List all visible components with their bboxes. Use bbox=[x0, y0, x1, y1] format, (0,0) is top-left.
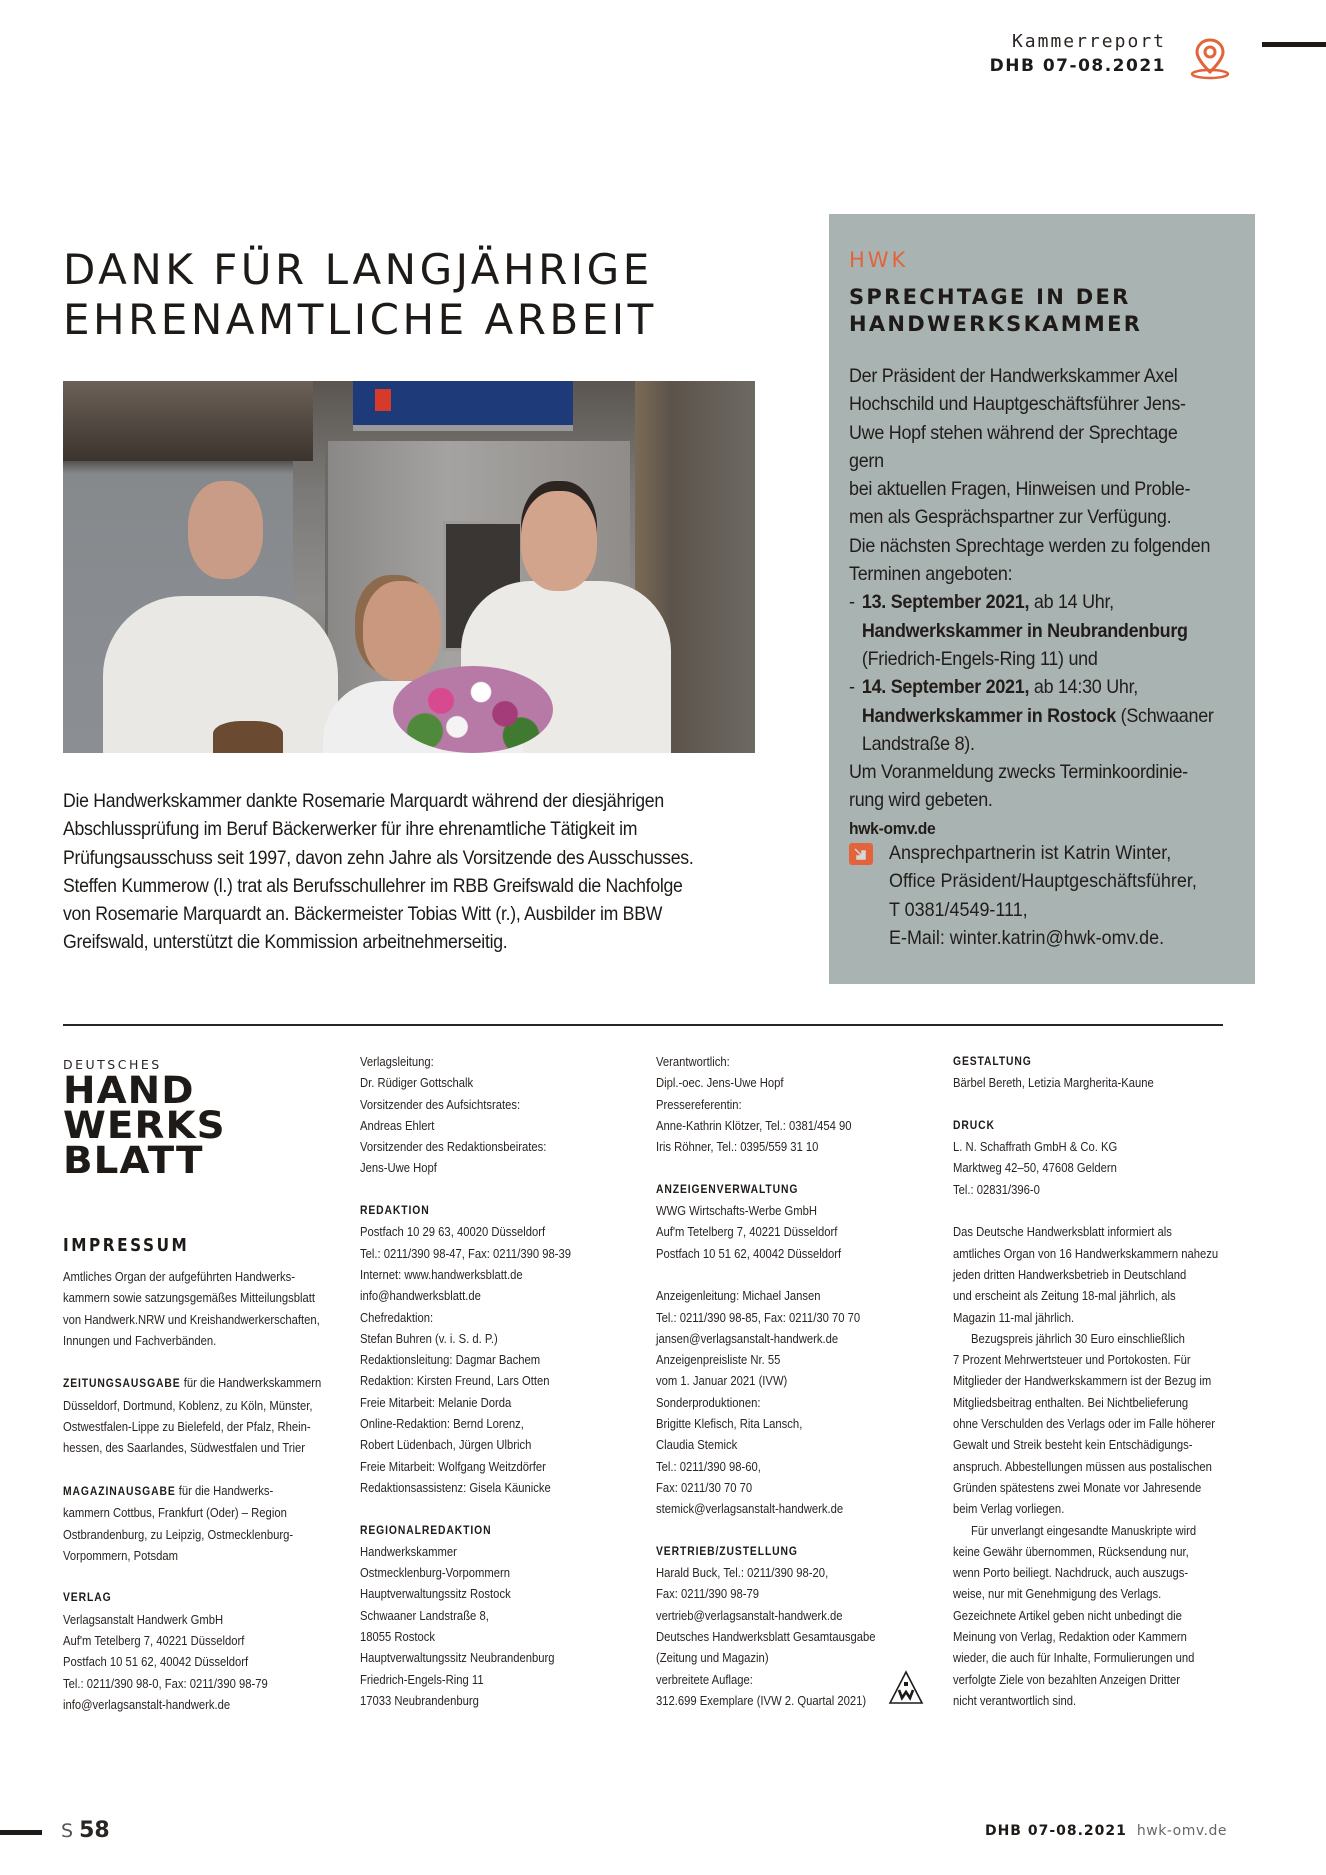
date-entry-1 bbox=[849, 588, 1217, 616]
impressum-line: Postfach 10 29 63, 40020 Düsseldorf bbox=[360, 1225, 546, 1240]
time-1: ab 14 Uhr, bbox=[1029, 591, 1114, 614]
impressum-line: Hauptverwaltungssitz Neubrandenburg bbox=[360, 1651, 555, 1666]
impressum-line: Anzeigenleitung: Michael Jansen bbox=[656, 1289, 821, 1304]
address-1: (Friedrich-Engels-Ring 11) und bbox=[861, 647, 1098, 670]
impressum-line: Vorsitzender des Redaktionsbeirates: bbox=[360, 1140, 547, 1155]
impressum-line: Handwerkskammer bbox=[360, 1544, 457, 1559]
impressum-line: Fax: 0211/390 98-79 bbox=[656, 1587, 759, 1602]
stemick-email-link[interactable]: stemick@verlagsanstalt-handwerk.de bbox=[656, 1502, 844, 1517]
impressum-line: Tel.: 0211/390 98-0, Fax: 0211/390 98-79 bbox=[63, 1676, 268, 1691]
verlag-heading: VERLAG bbox=[63, 1592, 112, 1605]
sidebar-line: Terminen angeboten: bbox=[849, 563, 1013, 586]
impressum-line: Pressereferentin: bbox=[656, 1097, 742, 1112]
sidebar-line: bei aktuellen Fragen, Hinweisen und Proble- bbox=[849, 478, 1191, 501]
arrow-right-down-icon bbox=[849, 843, 873, 865]
date-entry-2 bbox=[849, 673, 1217, 701]
impressum-line: kammern sowie satzungsgemäßes Mitteilungsblatt bbox=[63, 1291, 315, 1306]
impressum-column-2 bbox=[360, 1052, 571, 1712]
impressum-line: verbreitete Auflage: bbox=[656, 1672, 753, 1687]
impressum-line: Sonderproduktionen: bbox=[656, 1395, 761, 1410]
article-photo bbox=[63, 381, 755, 753]
photo-person-left-head bbox=[188, 481, 263, 579]
impressum-line: Deutsches Handwerksblatt Gesamtausgabe bbox=[656, 1630, 876, 1645]
impressum-line: Verantwortlich: bbox=[656, 1055, 730, 1069]
impressum-line: kammern Cottbus, Frankfurt (Oder) – Region bbox=[63, 1506, 287, 1521]
impressum-line: WWG Wirtschafts-Werbe GmbH bbox=[656, 1204, 818, 1219]
sidebar-line: Um Voranmeldung zwecks Terminkoordinie- bbox=[849, 761, 1188, 784]
impressum-line: Online-Redaktion: Bernd Lorenz, bbox=[360, 1417, 524, 1432]
impressum-line: Redaktionsassistenz: Gisela Käunicke bbox=[360, 1480, 551, 1495]
impressum-line: Verlagsanstalt Handwerk GmbH bbox=[63, 1612, 224, 1627]
photo-display bbox=[375, 389, 391, 411]
impressum-line: hessen, des Saarlandes, Südwestfalen und Trier bbox=[63, 1441, 306, 1456]
impressum-line: Mitgliedsbeitrag enthalten. Bei Nichtbelieferung bbox=[953, 1395, 1189, 1410]
impressum-line: wieder, die auch für Inhalte, Formulierungen und bbox=[953, 1651, 1195, 1666]
article-title-line-2: EHRENAMTLICHE ARBEIT bbox=[63, 295, 657, 344]
verlag-email-link[interactable]: info@verlagsanstalt-handwerk.de bbox=[63, 1697, 231, 1712]
impressum-line: (Zeitung und Magazin) bbox=[656, 1651, 769, 1666]
contact-line: Ansprechpartnerin ist Katrin Winter, bbox=[889, 842, 1172, 864]
druck-heading: DRUCK bbox=[953, 1119, 995, 1132]
impressum-line: Jens-Uwe Hopf bbox=[360, 1161, 437, 1176]
contact-line: Office Präsident/Hauptgeschäftsführer, bbox=[889, 870, 1197, 893]
impressum-line: Düsseldorf, Dortmund, Koblenz, zu Köln, Münster, bbox=[63, 1398, 313, 1413]
impressum-line: weise, nur mit Genehmigung des Verlags. bbox=[953, 1587, 1162, 1602]
impressum-line: Innungen und Fachverbänden. bbox=[63, 1333, 217, 1348]
impressum-line: Magazin 11-mal jährlich. bbox=[953, 1310, 1075, 1325]
location-pin-icon bbox=[1187, 36, 1233, 82]
impressum-line: Redaktion: Kirsten Freund, Lars Otten bbox=[360, 1374, 550, 1389]
contact-phone: T 0381/4549-111, bbox=[889, 898, 1028, 921]
impressum-line: und erscheint als Zeitung 18-mal jährlich, als bbox=[953, 1289, 1176, 1304]
caption-line: Die Handwerkskammer dankte Rosemarie Marquardt während der diesjährigen bbox=[63, 791, 664, 812]
impressum-line: nicht verantwortlich sind. bbox=[953, 1693, 1077, 1708]
impressum-line: für die Handwerks- bbox=[175, 1483, 274, 1498]
impressum-column-3 bbox=[656, 1052, 876, 1712]
caption-line: Greifswald, unterstützt die Kommission arbeitnehmerseitig. bbox=[63, 932, 508, 954]
article-title bbox=[63, 245, 657, 345]
sidebar-line: Die nächsten Sprechtage werden zu folgenden bbox=[849, 534, 1211, 557]
impressum-line: Mitglieder der Handwerkskammern ist der Bezug im bbox=[953, 1374, 1212, 1389]
impressum-line: Verlagsleitung: bbox=[360, 1055, 434, 1069]
impressum-line: Dr. Rüdiger Gottschalk bbox=[360, 1076, 474, 1091]
impressum-line: Iris Röhner, Tel.: 0395/559 31 10 bbox=[656, 1140, 819, 1155]
sidebar-line: Der Präsident der Handwerkskammer Axel bbox=[849, 365, 1178, 387]
caption-line: Steffen Kummerow (l.) trat als Berufsschullehrer im RBB Greifswald die Nachfolge bbox=[63, 875, 683, 897]
impressum-line: Tel.: 0211/390 98-47, Fax: 0211/390 98-39 bbox=[360, 1246, 571, 1261]
impressum-line: keine Gewähr übernommen, Rücksendung nur, bbox=[953, 1544, 1189, 1559]
impressum-line: 312.699 Exemplare (IVW 2. Quartal 2021) bbox=[656, 1693, 867, 1708]
section-label: Kammerreport bbox=[1011, 31, 1166, 52]
header-rule bbox=[1262, 42, 1326, 47]
page-number-value: 58 bbox=[79, 1818, 110, 1843]
impressum-line: Ostwestfalen-Lippe zu Bielefeld, der Pfalz, Rhein- bbox=[63, 1420, 311, 1435]
sidebar-box bbox=[829, 214, 1255, 984]
jansen-email-link[interactable]: jansen@verlagsanstalt-handwerk.de bbox=[656, 1331, 839, 1346]
article-title-line-1: DANK FÜR LANGJÄHRIGE bbox=[63, 245, 653, 294]
impressum-line: Tel.: 02831/396-0 bbox=[953, 1182, 1040, 1197]
caption-line: Abschlussprüfung im Beruf Bäckerwerker für ihre ehrenamtliche Tätigkeit im bbox=[63, 819, 638, 841]
impressum-column-1 bbox=[63, 1267, 321, 1716]
impressum-line: Gründen spätestens zwei Monate vor Jahresende bbox=[953, 1480, 1202, 1495]
magazin-heading: MAGAZINAUSGABE bbox=[63, 1485, 176, 1498]
place-1-name: Handwerkskammer in Neubrandenburg bbox=[861, 619, 1188, 642]
impressum-line: Redaktionsleitung: Dagmar Bachem bbox=[360, 1353, 541, 1368]
logo-line: WERKS bbox=[63, 1104, 226, 1147]
impressum-title: IMPRESSUM bbox=[63, 1235, 190, 1256]
impressum-line: Tel.: 0211/390 98-85, Fax: 0211/30 70 70 bbox=[656, 1310, 861, 1325]
impressum-line: jeden dritten Handwerksbetrieb in Deutschland bbox=[953, 1267, 1187, 1282]
photo-caption bbox=[63, 788, 714, 958]
impressum-line: Marktweg 42–50, 47608 Geldern bbox=[953, 1161, 1117, 1176]
impressum-line: verfolgte Ziele von bezahlten Anzeigen Dritter bbox=[953, 1672, 1181, 1687]
logo-line: HAND bbox=[63, 1069, 195, 1112]
caption-line: von Rosemarie Marquardt an. Bäckermeister Tobias Witt (r.), Ausbilder im BBW bbox=[63, 904, 663, 926]
sidebar-body bbox=[849, 362, 1217, 843]
magazin-line bbox=[63, 1481, 321, 1503]
impressum-line: Claudia Stemick bbox=[656, 1438, 738, 1453]
impressum-line: Bezugspreis jährlich 30 Euro einschließlich bbox=[971, 1331, 1185, 1346]
impressum-line: Für unverlangt eingesandte Manuskripte wird bbox=[971, 1523, 1197, 1538]
redaktion-email-link[interactable]: info@handwerksblatt.de bbox=[360, 1289, 481, 1304]
impressum-line: Auf'm Tetelberg 7, 40221 Düsseldorf bbox=[656, 1225, 838, 1240]
impressum-line: Fax: 0211/30 70 70 bbox=[656, 1480, 753, 1495]
anzeigen-heading: ANZEIGENVERWALTUNG bbox=[656, 1183, 799, 1196]
impressum-line: von Handwerk.NRW und Kreishandwerkerschaften, bbox=[63, 1312, 320, 1327]
logo-line: BLATT bbox=[63, 1139, 204, 1182]
photo-bouquet bbox=[393, 666, 553, 753]
issue-label: DHB 07-08.2021 bbox=[989, 56, 1166, 76]
impressum-line: Auf'm Tetelberg 7, 40221 Düsseldorf bbox=[63, 1634, 245, 1649]
impressum-line: Hauptverwaltungssitz Rostock bbox=[360, 1587, 511, 1602]
impressum-line: amtliches Organ von 16 Handwerkskammern nahezu bbox=[953, 1246, 1219, 1261]
redaktion-heading: REDAKTION bbox=[360, 1205, 430, 1218]
regional-heading: REGIONALREDAKTION bbox=[360, 1524, 492, 1537]
impressum-line: wenn Porto beiliegt. Nachdruck, auch auszugs- bbox=[953, 1566, 1189, 1581]
impressum-line: Freie Mitarbeit: Melanie Dorda bbox=[360, 1395, 512, 1410]
impressum-line: Ostmecklenburg-Vorpommern bbox=[360, 1566, 511, 1581]
contact-text bbox=[889, 839, 1257, 952]
photo-hood bbox=[63, 381, 313, 461]
place-1 bbox=[849, 617, 1217, 645]
website-link[interactable]: Internet: www.handwerksblatt.de bbox=[360, 1267, 523, 1282]
photo-person-center-head bbox=[363, 581, 441, 681]
list-dash: - bbox=[849, 676, 855, 699]
footer-rule bbox=[0, 1830, 42, 1835]
handwerksblatt-logo bbox=[63, 1057, 226, 1182]
page-prefix: S bbox=[61, 1820, 74, 1842]
address-2: Landstraße 8). bbox=[861, 732, 975, 755]
date-2: 14. September 2021, bbox=[861, 676, 1030, 699]
impressum-line: Anne-Kathrin Klötzer, Tel.: 0381/454 90 bbox=[656, 1118, 852, 1133]
impressum-line: Bärbel Bereth, Letizia Margherita-Kaune bbox=[953, 1076, 1154, 1091]
page-header bbox=[990, 30, 1166, 78]
impressum-line: Ostbrandenburg, zu Leipzig, Ostmecklenburg- bbox=[63, 1527, 294, 1542]
photo-person-right-head bbox=[521, 491, 597, 591]
impressum-line: Schwaaner Landstraße 8, bbox=[360, 1608, 489, 1623]
place-2 bbox=[849, 702, 1217, 730]
sidebar-line: rung wird gebeten. bbox=[849, 789, 993, 812]
sidebar-line: Hochschild und Hauptgeschäftsführer Jens- bbox=[849, 393, 1186, 416]
address-2-inline: (Schwaaner bbox=[1115, 704, 1214, 727]
impressum-line: Freie Mitarbeit: Wolfgang Weitzdörfer bbox=[360, 1459, 546, 1474]
impressum-line: 18055 Rostock bbox=[360, 1630, 436, 1645]
zeitung-heading: ZEITUNGSAUSGABE bbox=[63, 1378, 181, 1391]
sidebar-title-line-2: HANDWERKSKAMMER bbox=[849, 312, 1143, 336]
impressum-line: vom 1. Januar 2021 (IVW) bbox=[656, 1374, 788, 1389]
page-number bbox=[61, 1818, 110, 1843]
impressum-line: Friedrich-Engels-Ring 11 bbox=[360, 1672, 484, 1687]
impressum-line: Robert Lüdenbach, Jürgen Ulbrich bbox=[360, 1438, 532, 1453]
impressum-line: Postfach 10 51 62, 40042 Düsseldorf bbox=[63, 1655, 249, 1670]
impressum-line: Dipl.-oec. Jens-Uwe Hopf bbox=[656, 1076, 784, 1091]
impressum-line: Stefan Buhren (v. i. S. d. P.) bbox=[360, 1331, 498, 1346]
sidebar-kicker: HWK bbox=[849, 248, 909, 272]
impressum-line: 7 Prozent Mehrwertsteuer und Portokosten. Für bbox=[953, 1353, 1191, 1368]
impressum-line: Anzeigenpreisliste Nr. 55 bbox=[656, 1353, 781, 1368]
place-2-name: Handwerkskammer in Rostock bbox=[861, 704, 1116, 727]
section-divider bbox=[63, 1024, 1223, 1026]
impressum-line: Meinung von Verlag, Redaktion oder Kammern bbox=[953, 1630, 1187, 1645]
impressum-line: Brigitte Klefisch, Rita Lansch, bbox=[656, 1417, 803, 1432]
impressum-line: Das Deutsche Handwerksblatt informiert als bbox=[953, 1225, 1172, 1240]
caption-line: Prüfungsausschuss seit 1997, davon zehn Jahre als Vorsitzende des Ausschusses. bbox=[63, 847, 694, 869]
date-1: 13. September 2021, bbox=[861, 591, 1030, 614]
impressum-line: ohne Verschulden des Verlags oder im Falle höherer bbox=[953, 1417, 1216, 1432]
list-dash: - bbox=[849, 591, 855, 614]
time-2: ab 14:30 Uhr, bbox=[1029, 676, 1139, 699]
impressum-line: Tel.: 0211/390 98-60, bbox=[656, 1459, 761, 1474]
vertrieb-heading: VERTRIEB/ZUSTELLUNG bbox=[656, 1545, 798, 1558]
impressum-line: Harald Buck, Tel.: 0211/390 98-20, bbox=[656, 1566, 829, 1581]
impressum-line: Postfach 10 51 62, 40042 Düsseldorf bbox=[656, 1246, 842, 1261]
impressum-line: 17033 Neubrandenburg bbox=[360, 1693, 479, 1708]
vertrieb-email-link[interactable]: vertrieb@verlagsanstalt-handwerk.de bbox=[656, 1608, 843, 1623]
impressum-line: für die Handwerkskammern bbox=[180, 1376, 322, 1391]
impressum-line: Vorsitzender des Aufsichtsrates: bbox=[360, 1097, 521, 1112]
ivw-logo-icon bbox=[888, 1670, 924, 1706]
footer-issue: DHB 07-08.2021 bbox=[984, 1823, 1127, 1839]
sidebar-title-line-1: SPRECHTAGE IN DER bbox=[849, 285, 1131, 309]
impressum-line: Vorpommern, Potsdam bbox=[63, 1548, 179, 1563]
impressum-line: Gezeichnete Artikel geben nicht unbedingt die bbox=[953, 1608, 1182, 1623]
impressum-line: L. N. Schaffrath GmbH & Co. KG bbox=[953, 1140, 1118, 1155]
photo-control-panel bbox=[353, 381, 573, 431]
footer-info bbox=[985, 1823, 1227, 1839]
sidebar-url-link[interactable]: hwk-omv.de bbox=[849, 818, 936, 838]
impressum-column-4 bbox=[953, 1052, 1218, 1712]
impressum-line: Gewalt und Streik besteht kein Entschädigungs- bbox=[953, 1438, 1193, 1453]
sidebar-line: Uwe Hopf stehen während der Sprechtage gern bbox=[849, 421, 1178, 472]
impressum-line: anspruch. Abbestellungen müssen aus postalischen bbox=[953, 1459, 1212, 1474]
footer-site-link[interactable]: hwk-omv.de bbox=[1136, 1823, 1227, 1839]
zeitung-line bbox=[63, 1373, 321, 1395]
impressum-line: beim Verlag vorliegen. bbox=[953, 1502, 1065, 1517]
impressum-line: Amtliches Organ der aufgeführten Handwerks- bbox=[63, 1270, 295, 1284]
sidebar-title bbox=[849, 284, 1142, 338]
contact-email-link[interactable]: E-Mail: winter.katrin@hwk-omv.de. bbox=[889, 926, 1165, 949]
impressum-line: Andreas Ehlert bbox=[360, 1118, 435, 1133]
logo-small-text: DEUTSCHES bbox=[63, 1057, 162, 1072]
sidebar-line: men als Gesprächspartner zur Verfügung. bbox=[849, 506, 1172, 529]
photo-bread bbox=[213, 721, 283, 753]
gestaltung-heading: GESTALTUNG bbox=[953, 1056, 1032, 1068]
impressum-line: Chefredaktion: bbox=[360, 1310, 434, 1325]
